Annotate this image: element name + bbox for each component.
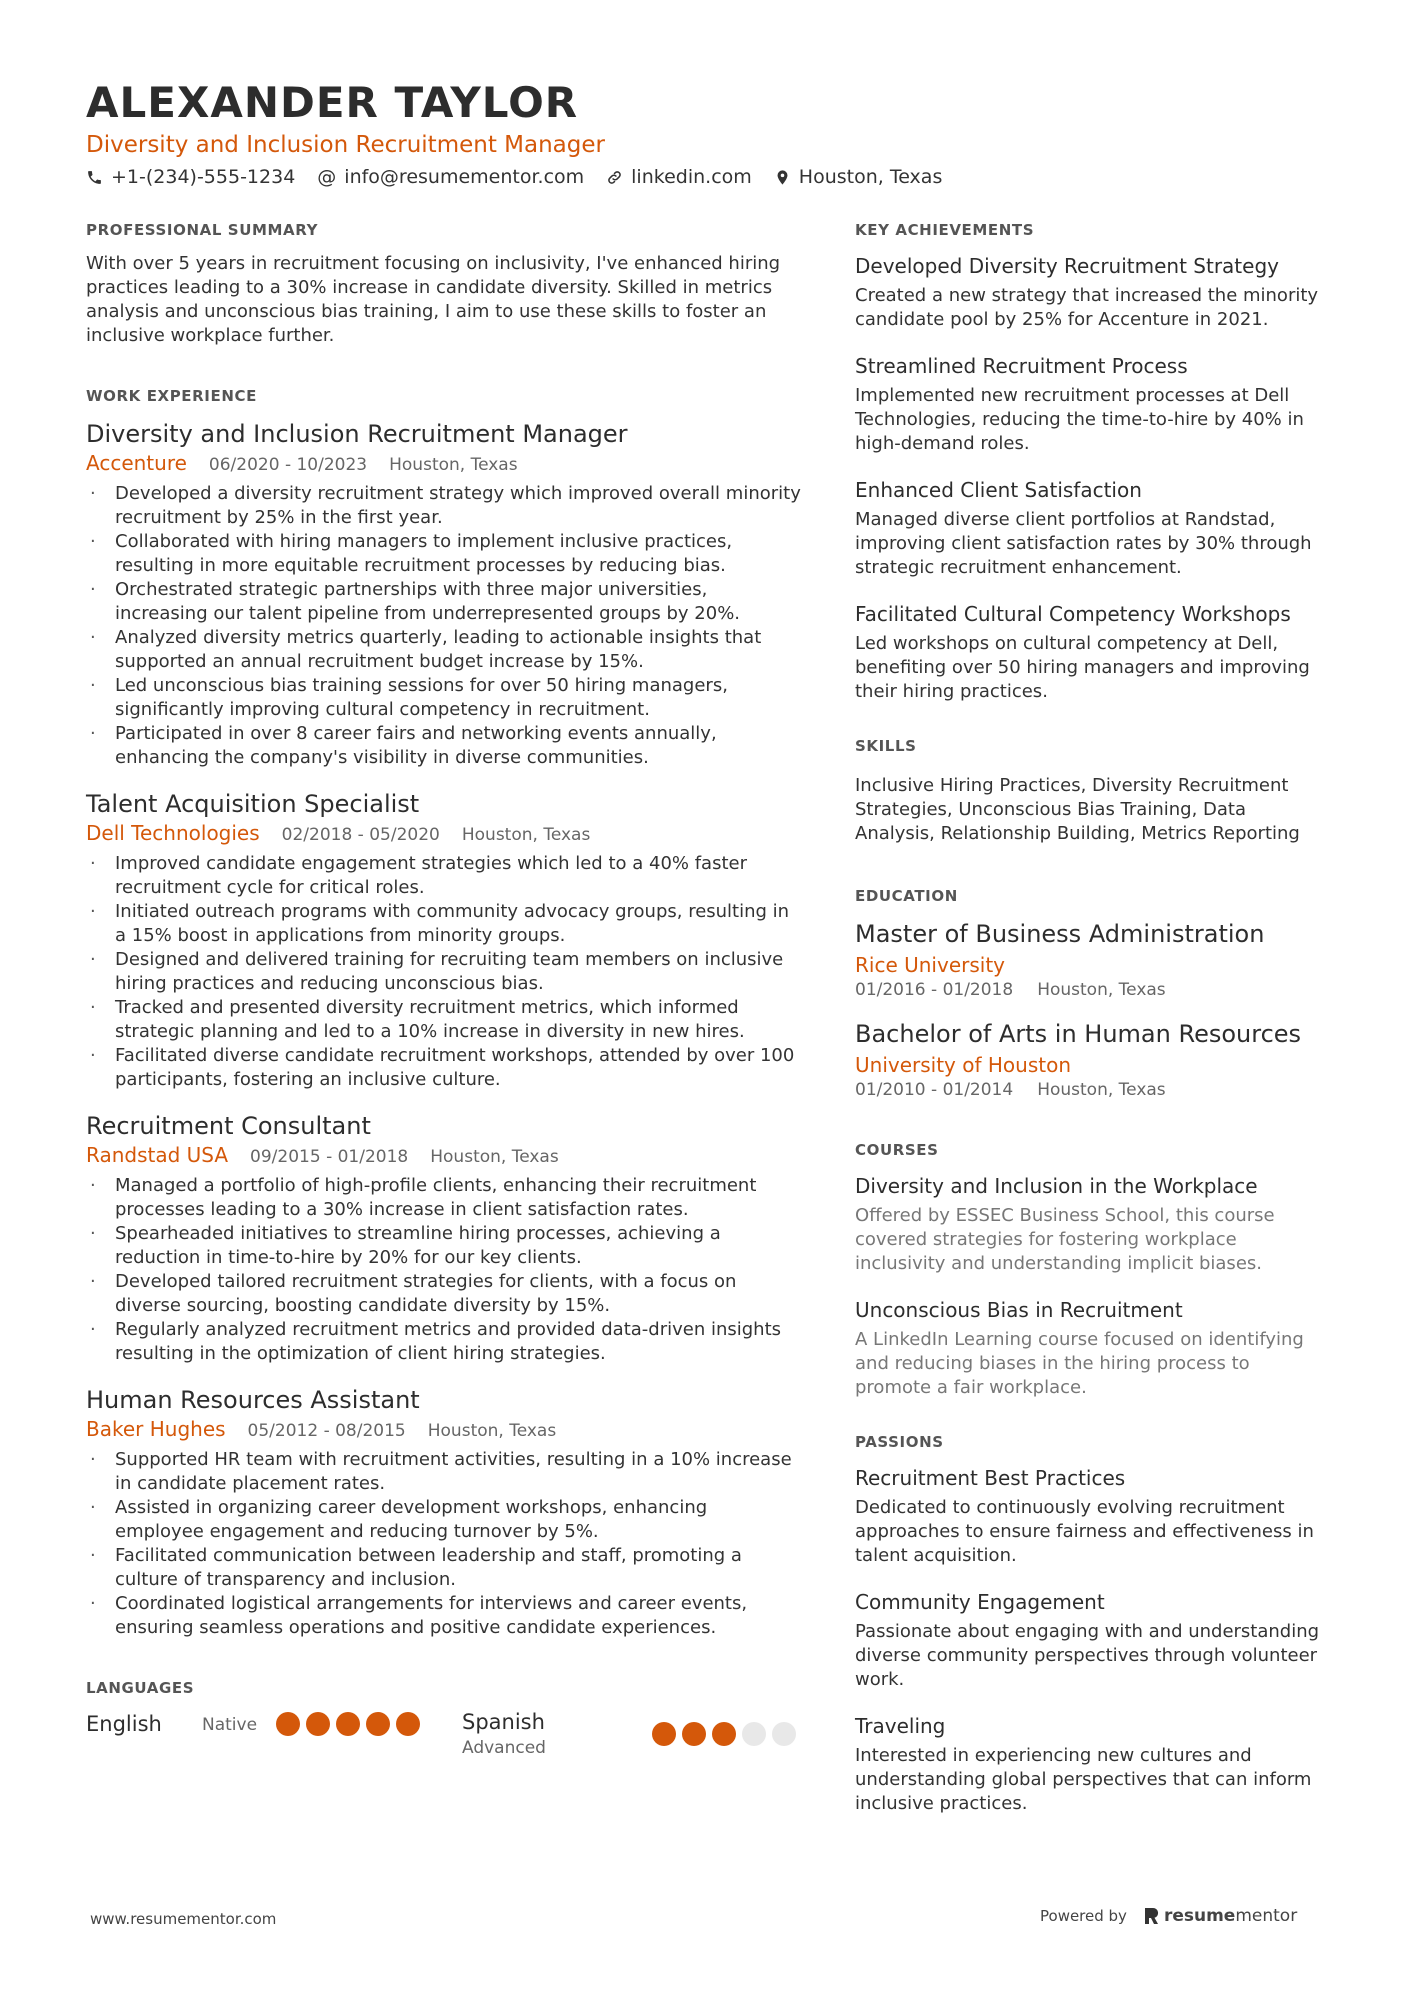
- achievement-desc: Led workshops on cultural competency at Dell, benefiting over 50 hiring managers and improving their hiring practices.: [855, 633, 1310, 702]
- education-degree: Master of Business Administration: [855, 920, 1265, 948]
- job-bullets: [86, 482, 801, 770]
- section-heading: PASSIONS: [855, 1433, 944, 1451]
- job-company: Baker Hughes: [86, 1417, 226, 1441]
- achievement-title: Facilitated Cultural Competency Workshops: [855, 602, 1291, 626]
- bullet-item: · Designed and delivered training for recruiting team members on inclusive hiring practices and reducing unconscious bias.: [86, 948, 801, 996]
- section-heading: PROFESSIONAL SUMMARY: [86, 221, 319, 239]
- footer-website[interactable]: www.resumementor.com: [90, 1910, 277, 1928]
- link-icon: [606, 169, 623, 186]
- passions-section: [855, 1432, 1330, 1816]
- education-dates: 01/2010 - 01/2014: [855, 1080, 1014, 1100]
- section-heading: KEY ACHIEVEMENTS: [855, 221, 1035, 239]
- achievement-desc: Implemented new recruitment processes at Dell Technologies, reducing the time-to-hire by 40% in high-demand roles.: [855, 385, 1304, 454]
- job-bullets: [86, 852, 801, 1092]
- brand-rest: mentor: [1235, 1906, 1298, 1926]
- location-pin-icon: [774, 169, 791, 186]
- job-company: Accenture: [86, 451, 187, 475]
- job-bullets: [86, 1174, 801, 1366]
- job-dates: 06/2020 - 10/2023: [208, 455, 368, 475]
- course-desc: Offered by ESSEC Business School, this course covered strategies for fostering workplace inclusivity and understanding implicit biases.: [855, 1205, 1275, 1274]
- summary-section: [86, 220, 801, 348]
- powered-by: [1040, 1906, 1297, 1926]
- bullet-item: · Analyzed diversity metrics quarterly, leading to actionable insights that supported an annual recruitment budget increase by 15%.: [86, 626, 801, 674]
- education-item: [855, 918, 1330, 1002]
- powered-by-label: Powered by: [1040, 1907, 1127, 1925]
- experience-section: [86, 386, 801, 1640]
- achievement-item: [855, 352, 1330, 456]
- contact-linkedin[interactable]: [606, 166, 752, 188]
- job-title: Recruitment Consultant: [86, 1112, 371, 1140]
- job-meta: [86, 450, 801, 478]
- bullet-item: · Spearheaded initiatives to streamline hiring processes, achieving a reduction in time-to-hire by 20% for our key clients.: [86, 1222, 801, 1270]
- summary-text: With over 5 years in recruitment focusing on inclusivity, I've enhanced hiring practices leading to a 30% increase in candidate diversity. Skilled in metrics analysis and unconscious bias training, I aim to use these skills to foster an inclusive workplace further.: [86, 253, 781, 346]
- job-meta: [86, 1416, 801, 1444]
- job-title: Diversity and Inclusion Recruitment Manager: [86, 420, 628, 448]
- achievement-title: Enhanced Client Satisfaction: [855, 478, 1142, 502]
- language-rating: [652, 1722, 796, 1746]
- passion-desc: Dedicated to continuously evolving recruitment approaches to ensure fairness and effectiveness in talent acquisition.: [855, 1497, 1314, 1566]
- achievement-title: Streamlined Recruitment Process: [855, 354, 1188, 378]
- achievement-item: [855, 252, 1330, 332]
- passion-title: Traveling: [855, 1714, 946, 1738]
- education-location: Houston, Texas: [1037, 1080, 1166, 1100]
- bullet-item: · Collaborated with hiring managers to implement inclusive practices, resulting in more equitable recruitment processes by reducing bias.: [86, 530, 801, 578]
- rating-dot-filled: [366, 1712, 390, 1736]
- achievement-desc: Managed diverse client portfolios at Randstad, improving client satisfaction rates by 30% through strategic recruitment enhancement.: [855, 509, 1312, 578]
- section-heading: LANGUAGES: [86, 1679, 195, 1697]
- rating-dot-empty: [772, 1722, 796, 1746]
- passion-title: Recruitment Best Practices: [855, 1466, 1126, 1490]
- passion-desc: Interested in experiencing new cultures and understanding global perspectives that can inform inclusive practices.: [855, 1745, 1312, 1814]
- rating-dot-filled: [276, 1712, 300, 1736]
- at-icon: @: [317, 166, 337, 188]
- achievement-item: [855, 476, 1330, 580]
- education-meta: [855, 978, 1330, 1002]
- location-text: Houston, Texas: [798, 166, 943, 188]
- contact-email[interactable]: [317, 166, 584, 188]
- passion-title: Community Engagement: [855, 1590, 1105, 1614]
- phone-text: +1-(234)-555-1234: [111, 166, 296, 188]
- job-location: Houston, Texas: [430, 1147, 559, 1167]
- bullet-item: · Led unconscious bias training sessions for over 50 hiring managers, significantly improving cultural competency in recruitment.: [86, 674, 801, 722]
- rating-dot-filled: [682, 1722, 706, 1746]
- bullet-item: · Facilitated diverse candidate recruitment workshops, attended by over 100 participants, fostering an inclusive culture.: [86, 1044, 801, 1092]
- job-company: Randstad USA: [86, 1143, 229, 1167]
- job-dates: 02/2018 - 05/2020: [281, 825, 440, 845]
- language-rating: [276, 1712, 420, 1736]
- passion-item: [855, 1712, 1330, 1816]
- right-column: [855, 220, 1330, 1836]
- bullet-item: · Coordinated logistical arrangements for interviews and career events, ensuring seamless operations and positive candidate experiences.: [86, 1592, 801, 1640]
- course-desc: A LinkedIn Learning course focused on identifying and reducing biases in the hiring process to promote a fair workplace.: [855, 1329, 1304, 1398]
- email-text: info@resumementor.com: [344, 166, 585, 188]
- candidate-title: Diversity and Inclusion Recruitment Manager: [86, 132, 605, 158]
- brand-logo[interactable]: [1143, 1906, 1297, 1926]
- bullet-item: · Regularly analyzed recruitment metrics and provided data-driven insights resulting in the optimization of client hiring strategies.: [86, 1318, 801, 1366]
- skills-text: Inclusive Hiring Practices, Diversity Recruitment Strategies, Unconscious Bias Training, Data Analysis, Relationship Building, Metrics Reporting: [855, 775, 1300, 844]
- education-school: University of Houston: [855, 1053, 1072, 1077]
- job-entry: [86, 788, 801, 1092]
- left-column: [86, 220, 801, 1770]
- education-section: [855, 886, 1330, 1102]
- passion-item: [855, 1588, 1330, 1692]
- achievement-item: [855, 600, 1330, 704]
- languages-row: [86, 1710, 801, 1770]
- bullet-item: · Initiated outreach programs with community advocacy groups, resulting in a 15% boost in applications from minority groups.: [86, 900, 801, 948]
- achievements-section: [855, 220, 1330, 704]
- education-dates: 01/2016 - 01/2018: [855, 980, 1014, 1000]
- bullet-item: · Developed a diversity recruitment strategy which improved overall minority recruitment by 25% in the first year.: [86, 482, 801, 530]
- job-title: Talent Acquisition Specialist: [86, 790, 420, 818]
- rating-dot-filled: [712, 1722, 736, 1746]
- bullet-item: · Participated in over 8 career fairs and networking events annually, enhancing the company's visibility in diverse communities.: [86, 722, 801, 770]
- language-name: Spanish: [462, 1710, 545, 1734]
- language-level: Native: [202, 1715, 258, 1735]
- bullet-item: · Managed a portfolio of high-profile clients, enhancing their recruitment processes leading to a 30% increase in client satisfaction rates.: [86, 1174, 801, 1222]
- job-bullets: [86, 1448, 801, 1640]
- course-title: Diversity and Inclusion in the Workplace: [855, 1174, 1258, 1198]
- job-entry: [86, 1384, 801, 1640]
- job-meta: [86, 1142, 801, 1170]
- language-name: English: [86, 1712, 162, 1736]
- rating-dot-filled: [396, 1712, 420, 1736]
- resumementor-logo-icon: [1143, 1907, 1159, 1925]
- education-location: Houston, Texas: [1037, 980, 1166, 1000]
- bullet-item: · Developed tailored recruitment strategies for clients, with a focus on diverse sourcing, boosting candidate diversity by 15%.: [86, 1270, 801, 1318]
- languages-section: [86, 1678, 801, 1770]
- language-level: Advanced: [462, 1738, 546, 1758]
- course-item: [855, 1172, 1330, 1276]
- education-meta: [855, 1078, 1330, 1102]
- passion-desc: Passionate about engaging with and understanding diverse community perspectives through volunteer work.: [855, 1621, 1320, 1690]
- section-heading: EDUCATION: [855, 887, 958, 905]
- rating-dot-filled: [306, 1712, 330, 1736]
- job-location: Houston, Texas: [427, 1421, 557, 1441]
- education-degree: Bachelor of Arts in Human Resources: [855, 1020, 1302, 1048]
- bullet-item: · Supported HR team with recruitment activities, resulting in a 10% increase in candidate placement rates.: [86, 1448, 801, 1496]
- section-heading: WORK EXPERIENCE: [86, 387, 257, 405]
- course-title: Unconscious Bias in Recruitment: [855, 1298, 1183, 1322]
- bullet-item: · Orchestrated strategic partnerships with three major universities, increasing our talent pipeline from underrepresented groups by 20%.: [86, 578, 801, 626]
- job-entry: [86, 418, 801, 770]
- job-entry: [86, 1110, 801, 1366]
- bullet-item: · Improved candidate engagement strategies which led to a 40% faster recruitment cycle for critical roles.: [86, 852, 801, 900]
- bullet-item: · Tracked and presented diversity recruitment metrics, which informed strategic planning and led to a 10% increase in diversity in new hires.: [86, 996, 801, 1044]
- education-item: [855, 1018, 1330, 1102]
- contact-phone: [86, 166, 295, 188]
- passion-item: [855, 1464, 1330, 1568]
- contact-bar: [86, 166, 942, 188]
- achievement-title: Developed Diversity Recruitment Strategy: [855, 254, 1279, 278]
- rating-dot-filled: [336, 1712, 360, 1736]
- job-title: Human Resources Assistant: [86, 1386, 420, 1414]
- job-company: Dell Technologies: [86, 821, 260, 845]
- courses-section: [855, 1140, 1330, 1400]
- header: [86, 78, 942, 188]
- candidate-name: ALEXANDER TAYLOR: [86, 78, 579, 127]
- brand-bold: resume: [1163, 1906, 1236, 1926]
- skills-section: [855, 736, 1330, 846]
- section-heading: COURSES: [855, 1141, 939, 1159]
- job-dates: 09/2015 - 01/2018: [250, 1147, 409, 1167]
- job-meta: [86, 820, 801, 848]
- bullet-item: · Facilitated communication between leadership and staff, promoting a culture of transparency and inclusion.: [86, 1544, 801, 1592]
- achievement-desc: Created a new strategy that increased the minority candidate pool by 25% for Accenture in 2021.: [855, 285, 1319, 330]
- job-location: Houston, Texas: [389, 455, 518, 475]
- education-school: Rice University: [855, 953, 1005, 977]
- job-dates: 05/2012 - 08/2015: [247, 1421, 406, 1441]
- section-heading: SKILLS: [855, 737, 917, 755]
- contact-location: [774, 166, 943, 188]
- course-item: [855, 1296, 1330, 1400]
- phone-icon: [86, 169, 103, 186]
- linkedin-text: linkedin.com: [631, 166, 752, 188]
- rating-dot-filled: [652, 1722, 676, 1746]
- job-location: Houston, Texas: [461, 825, 591, 845]
- bullet-item: · Assisted in organizing career development workshops, enhancing employee engagement and reducing turnover by 5%.: [86, 1496, 801, 1544]
- rating-dot-empty: [742, 1722, 766, 1746]
